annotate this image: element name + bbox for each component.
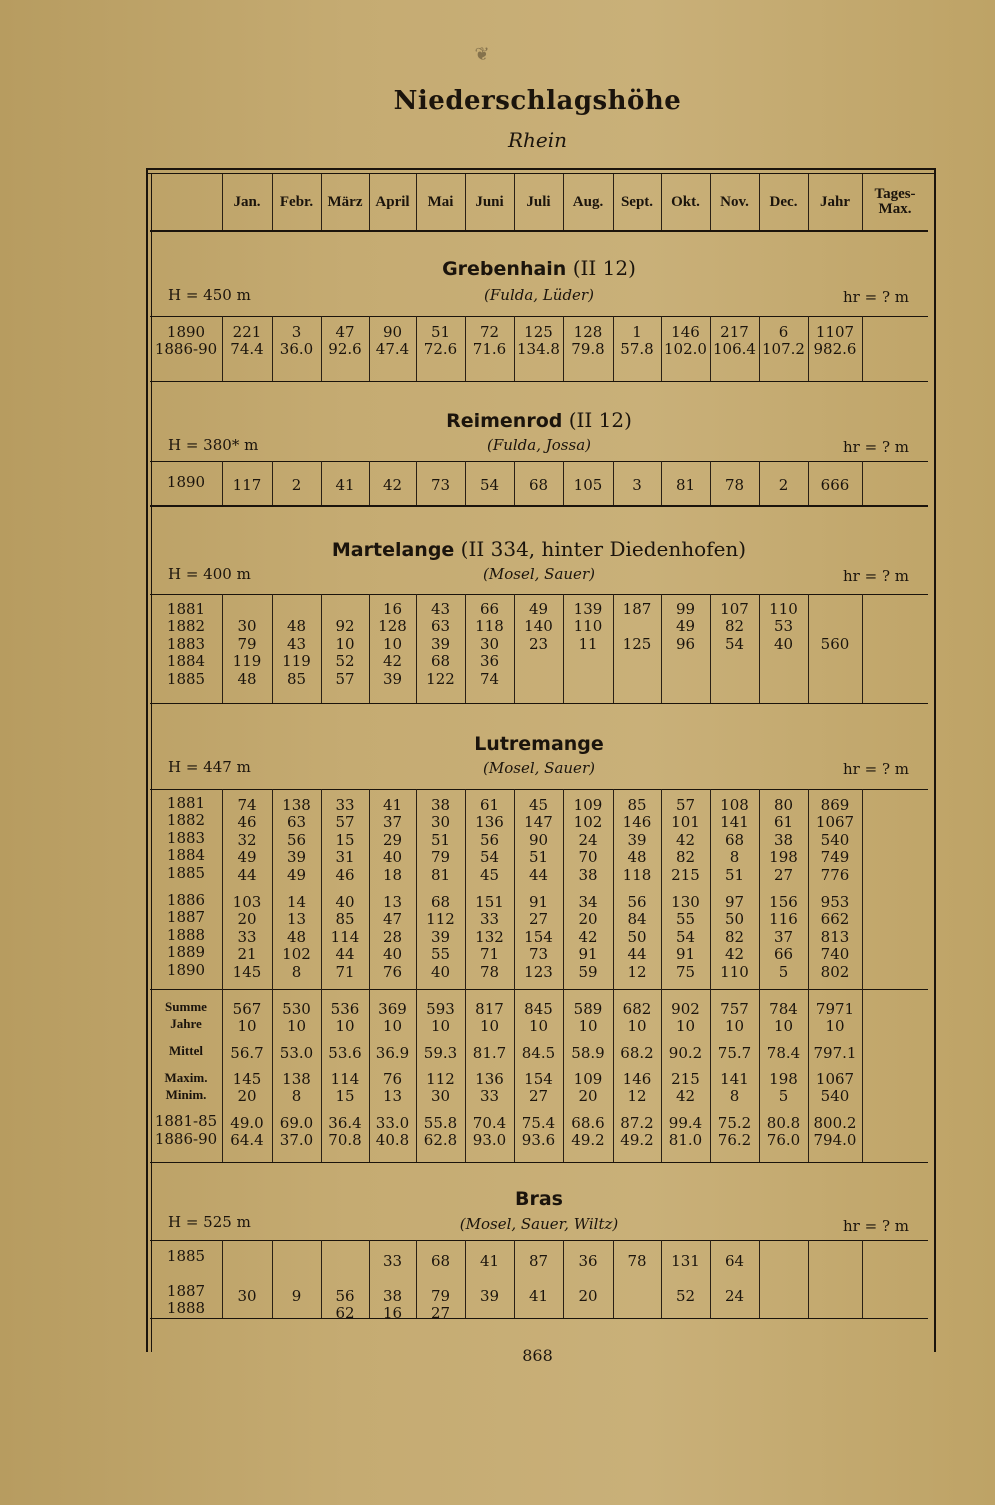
- table-cell: 953 662 813 740 802: [820, 893, 850, 981]
- table-cell: 68.6 49.2: [571, 1114, 605, 1150]
- column-rule: [710, 789, 711, 1162]
- table-cell: 117: [232, 476, 262, 494]
- column-rule: [862, 1240, 863, 1318]
- table-cell: 138 63 56 39 49: [282, 796, 311, 884]
- column-rule: [514, 174, 515, 230]
- column-rule: [321, 594, 322, 703]
- column-rule: [465, 1240, 466, 1318]
- column-rule: [563, 174, 564, 230]
- column-header: Nov.: [720, 193, 749, 210]
- column-rule: [222, 594, 223, 703]
- table-cell: 87.2 49.2: [620, 1114, 654, 1150]
- table-cell: 108 141 68 8 51: [720, 796, 749, 884]
- column-rule: [222, 174, 223, 230]
- table-cell: 36 20: [578, 1252, 598, 1305]
- column-rule: [563, 461, 564, 505]
- station-height-lutremange: H = 447 m: [168, 758, 251, 776]
- table-cell: 36.9: [375, 1044, 410, 1062]
- table-cell: 128 79.8: [571, 323, 605, 359]
- table-cell: 75.7: [717, 1044, 752, 1062]
- table-cell: 80.8 76.0: [766, 1114, 801, 1150]
- table-cell: 69.0 37.0: [279, 1114, 314, 1150]
- column-rule: [369, 174, 370, 230]
- column-rule: [759, 594, 760, 703]
- station-hr-grebenhain: hr = ? m: [843, 288, 909, 306]
- column-rule: [759, 174, 760, 230]
- column-header: Aug.: [572, 193, 604, 210]
- table-cell: 33.0 40.8: [375, 1114, 410, 1150]
- column-header: Okt.: [671, 193, 700, 210]
- column-rule: [514, 789, 515, 1162]
- table-cell: 156 116 37 66 5: [769, 893, 798, 981]
- column-rule: [416, 316, 417, 381]
- table-cell: 91 27 154 73 123: [524, 893, 553, 981]
- station-title-grebenhain: Grebenhain (II 12): [442, 256, 636, 280]
- table-cell: 109 20: [573, 1070, 603, 1106]
- column-rule: [272, 316, 273, 381]
- table-cell: 217 106.4: [713, 323, 756, 359]
- station-title-lutremange: Lutremange: [474, 733, 604, 755]
- column-rule: [808, 316, 809, 381]
- column-rule: [369, 789, 370, 1162]
- column-header: Jan.: [233, 193, 261, 210]
- column-rule: [759, 789, 760, 1162]
- table-cell: 109 102 24 70 38: [573, 796, 603, 884]
- table-rule: [150, 316, 928, 317]
- table-cell: 221 74.4: [230, 323, 264, 359]
- table-cell: 74 46 32 49 44: [237, 796, 257, 884]
- table-cell: 1107 982.6: [813, 323, 857, 359]
- column-rule: [661, 461, 662, 505]
- table-rule: [150, 1240, 928, 1241]
- column-header: Dec.: [769, 193, 798, 210]
- station-title-martelange: Martelange (II 334, hinter Diedenhofen): [331, 537, 747, 561]
- column-rule: [862, 789, 863, 1162]
- column-rule: [416, 174, 417, 230]
- column-rule: [759, 461, 760, 505]
- table-cell: 198 5: [769, 1070, 798, 1106]
- table-cell: 33 57 15 31 46: [335, 796, 355, 884]
- table-cell: 131 52: [671, 1252, 700, 1305]
- table-cell: 78: [724, 476, 745, 494]
- table-cell: 49 140 23: [524, 600, 553, 653]
- table-cell: 536 10: [330, 1000, 360, 1036]
- table-cell: 81.7: [472, 1044, 507, 1062]
- column-rule: [321, 316, 322, 381]
- table-cell: 146 12: [622, 1070, 652, 1106]
- table-cell: 845 10: [524, 1000, 553, 1036]
- table-cell: 757 10: [720, 1000, 749, 1036]
- column-rule: [710, 1240, 711, 1318]
- table-cell: 187 125: [622, 600, 652, 653]
- year-labels-martelange: 1881 1882 1883 1884 1885: [166, 600, 206, 688]
- station-basin-bras: (Mosel, Sauer, Wiltz): [459, 1215, 619, 1233]
- table-cell: 59.3: [423, 1044, 458, 1062]
- table-cell: 64 24: [724, 1252, 745, 1305]
- table-cell: 56 62: [335, 1286, 355, 1323]
- table-cell: 81: [675, 476, 696, 494]
- table-cell: 41 39: [479, 1252, 500, 1305]
- column-header: März: [327, 193, 363, 210]
- table-cell: 30: [237, 1286, 257, 1305]
- column-rule: [613, 594, 614, 703]
- column-rule: [369, 316, 370, 381]
- table-cell: 54: [479, 476, 500, 494]
- column-rule: [416, 461, 417, 505]
- table-cell: 92 10 52 57: [335, 617, 355, 688]
- table-cell: 73: [430, 476, 451, 494]
- station-height-martelange: H = 400 m: [168, 565, 251, 583]
- table-cell: 41: [335, 476, 355, 494]
- column-rule: [808, 1240, 809, 1318]
- column-rule: [369, 461, 370, 505]
- year-labels-bras: 1885 1887 1888: [166, 1247, 206, 1318]
- column-rule: [416, 594, 417, 703]
- table-cell: 68 112 39 55 40: [426, 893, 455, 981]
- table-cell: 16 128 10 42 39: [378, 600, 407, 688]
- column-header: Tages- Max.: [874, 186, 916, 217]
- table-cell: 42: [382, 476, 403, 494]
- table-cell: 593 10: [426, 1000, 455, 1036]
- column-rule: [862, 174, 863, 230]
- table-cell: 154 27: [524, 1070, 553, 1106]
- table-cell: 114 15: [330, 1070, 360, 1106]
- table-cell: 78.4: [766, 1044, 801, 1062]
- table-cell: 215 42: [671, 1070, 700, 1106]
- station-hr-bras: hr = ? m: [843, 1217, 909, 1235]
- column-rule: [321, 789, 322, 1162]
- table-cell: 99.4 81.0: [668, 1114, 703, 1150]
- column-rule: [613, 1240, 614, 1318]
- table-cell: 53.6: [328, 1044, 362, 1062]
- table-cell: 78: [627, 1252, 647, 1270]
- column-rule: [563, 594, 564, 703]
- column-rule: [514, 461, 515, 505]
- table-cell: 112 30: [426, 1070, 455, 1106]
- table-cell: 145 20: [232, 1070, 262, 1106]
- column-rule: [222, 316, 223, 381]
- table-cell: 136 33: [475, 1070, 504, 1106]
- summary-label-maxmin: Maxim. Minim.: [164, 1070, 208, 1102]
- table-cell: 682 10: [622, 1000, 652, 1036]
- table-cell: 130 55 54 91 75: [671, 893, 700, 981]
- table-cell: 99 49 96: [675, 600, 696, 653]
- table-cell: 139 110 11: [573, 600, 603, 653]
- table-cell: 30 79 119 48: [232, 617, 262, 688]
- table-cell: 75.4 93.6: [521, 1114, 556, 1150]
- column-rule: [369, 1240, 370, 1318]
- column-rule: [465, 461, 466, 505]
- column-rule: [759, 316, 760, 381]
- column-header: Mai: [427, 193, 454, 210]
- table-cell: 97 50 82 42 110: [720, 893, 749, 981]
- table-cell: 589 10: [573, 1000, 603, 1036]
- station-height-reimenrod: H = 380* m: [168, 436, 259, 454]
- column-rule: [514, 594, 515, 703]
- table-cell: 61 136 56 54 45: [475, 796, 504, 884]
- column-header: Juli: [526, 193, 551, 210]
- table-cell: 51 72.6: [423, 323, 458, 359]
- table-rule: [150, 230, 928, 232]
- table-cell: 7971 10: [815, 1000, 855, 1036]
- station-hr-martelange: hr = ? m: [843, 567, 909, 585]
- table-cell: 138 8: [282, 1070, 311, 1106]
- column-rule: [369, 594, 370, 703]
- table-cell: 41 37 29 40 18: [382, 796, 403, 884]
- station-hr-reimenrod: hr = ? m: [843, 438, 909, 456]
- table-cell: 76 13: [382, 1070, 403, 1106]
- column-header: Juni: [475, 193, 504, 210]
- column-rule: [710, 316, 711, 381]
- column-rule: [222, 789, 223, 1162]
- table-cell: 530 10: [282, 1000, 311, 1036]
- table-cell: 68.2: [620, 1044, 654, 1062]
- table-cell: 55.8 62.8: [423, 1114, 458, 1150]
- table-cell: 85 146 39 48 118: [622, 796, 652, 884]
- column-rule: [272, 789, 273, 1162]
- table-cell: 48 43 119 85: [282, 617, 311, 688]
- year-labels-lutremange-b: 1886 1887 1888 1889 1890: [166, 891, 206, 979]
- ornament-icon: ❦: [474, 44, 490, 65]
- table-cell: 3 36.0: [279, 323, 314, 359]
- table-cell: 14 13 48 102 8: [282, 893, 311, 981]
- table-rule: [150, 594, 928, 595]
- table-cell: 105: [573, 476, 603, 494]
- column-rule: [272, 1240, 273, 1318]
- station-basin-martelange: (Mosel, Sauer): [483, 565, 595, 583]
- column-rule: [808, 594, 809, 703]
- table-rule: [150, 989, 928, 990]
- table-rule: [150, 461, 928, 462]
- page-number: 868: [522, 1346, 553, 1365]
- column-rule: [465, 594, 466, 703]
- year-labels-lutremange-a: 1881 1882 1883 1884 1885: [166, 794, 206, 882]
- column-rule: [321, 461, 322, 505]
- column-rule: [465, 789, 466, 1162]
- table-cell: 2: [291, 476, 302, 494]
- table-cell: 68: [528, 476, 549, 494]
- column-rule: [272, 594, 273, 703]
- column-rule: [759, 1240, 760, 1318]
- table-cell: 49.0 64.4: [230, 1114, 264, 1150]
- year-labels-reimenrod: 1890: [166, 473, 206, 491]
- table-cell: 103 20 33 21 145: [232, 893, 262, 981]
- column-rule: [613, 316, 614, 381]
- table-cell: 90.2: [668, 1044, 703, 1062]
- table-cell: 817 10: [475, 1000, 504, 1036]
- table-cell: 56 84 50 44 12: [627, 893, 647, 981]
- table-rule: [150, 1162, 928, 1163]
- column-rule: [710, 594, 711, 703]
- column-rule: [222, 1240, 223, 1318]
- table-cell: 666: [820, 476, 850, 494]
- table-cell: 902 10: [671, 1000, 700, 1036]
- table-cell: 869 1067 540 749 776: [815, 796, 855, 884]
- year-labels-grebenhain: 1890 1886-90: [154, 323, 218, 359]
- table-cell: 90 47.4: [375, 323, 410, 359]
- column-rule: [661, 316, 662, 381]
- summary-label-mittel: Mittel: [169, 1043, 203, 1058]
- column-rule: [661, 1240, 662, 1318]
- column-rule: [321, 1240, 322, 1318]
- column-rule: [808, 461, 809, 505]
- table-rule: [150, 703, 928, 704]
- table-cell: 34 20 42 91 59: [578, 893, 598, 981]
- table-cell: 369 10: [378, 1000, 407, 1036]
- column-rule: [272, 174, 273, 230]
- column-rule: [563, 1240, 564, 1318]
- station-title-bras: Bras: [515, 1188, 563, 1210]
- column-rule: [563, 316, 564, 381]
- station-hr-lutremange: hr = ? m: [843, 760, 909, 778]
- table-cell: 84.5: [521, 1044, 556, 1062]
- table-cell: 784 10: [769, 1000, 798, 1036]
- column-rule: [862, 461, 863, 505]
- column-rule: [710, 174, 711, 230]
- table-cell: 66 118 30 36 74: [475, 600, 504, 688]
- table-cell: 80 61 38 198 27: [769, 796, 798, 884]
- table-rule: [150, 789, 928, 790]
- station-basin-grebenhain: (Fulda, Lüder): [484, 286, 594, 304]
- column-rule: [613, 461, 614, 505]
- table-cell: 110 53 40: [769, 600, 798, 653]
- column-rule: [514, 316, 515, 381]
- column-rule: [710, 461, 711, 505]
- station-height-grebenhain: H = 450 m: [168, 286, 251, 304]
- table-cell: 125 134.8: [517, 323, 560, 359]
- station-height-bras: H = 525 m: [168, 1213, 251, 1231]
- table-cell: 6 107.2: [762, 323, 805, 359]
- table-cell: 146 102.0: [664, 323, 707, 359]
- column-rule: [465, 316, 466, 381]
- summary-label-sum: Summe Jahre: [165, 999, 207, 1031]
- table-cell: 36.4 70.8: [328, 1114, 362, 1150]
- column-rule: [613, 789, 614, 1162]
- table-cell: 3: [632, 476, 642, 494]
- column-rule: [862, 594, 863, 703]
- table-cell: 2: [778, 476, 789, 494]
- column-rule: [563, 789, 564, 1162]
- column-rule: [416, 789, 417, 1162]
- table-rule: [150, 505, 928, 507]
- station-basin-lutremange: (Mosel, Sauer): [483, 759, 595, 777]
- table-cell: 68 79 27: [430, 1252, 451, 1323]
- column-header: Sept.: [620, 193, 654, 210]
- table-cell: 33 38 16: [382, 1252, 403, 1323]
- table-cell: 72 71.6: [472, 323, 507, 359]
- column-rule: [321, 174, 322, 230]
- table-cell: 800.2 794.0: [813, 1114, 857, 1150]
- column-header: April: [375, 193, 410, 210]
- column-rule: [613, 174, 614, 230]
- column-rule: [514, 1240, 515, 1318]
- page-subtitle: Rhein: [507, 128, 568, 152]
- table-cell: 45 147 90 51 44: [524, 796, 553, 884]
- table-cell: 47 92.6: [328, 323, 362, 359]
- table-cell: 560: [820, 634, 850, 653]
- table-cell: 13 47 28 40 76: [382, 893, 403, 981]
- table-cell: 43 63 39 68 122: [426, 600, 455, 688]
- summary-label-periods: 1881-85 1886-90: [154, 1112, 218, 1148]
- table-cell: 1 57.8: [620, 323, 654, 359]
- table-cell: 567 10: [232, 1000, 262, 1036]
- page-title: Niederschlagshöhe: [393, 86, 682, 116]
- column-header: Febr.: [279, 193, 314, 210]
- table-cell: 141 8: [720, 1070, 749, 1106]
- column-rule: [808, 174, 809, 230]
- column-rule: [661, 174, 662, 230]
- table-cell: 87 41: [528, 1252, 549, 1305]
- table-cell: 53.0: [279, 1044, 314, 1062]
- table-rule: [150, 381, 928, 382]
- table-cell: 797.1: [813, 1044, 857, 1062]
- column-rule: [661, 789, 662, 1162]
- station-basin-reimenrod: (Fulda, Jossa): [486, 436, 592, 454]
- column-rule: [465, 174, 466, 230]
- table-cell: 70.4 93.0: [472, 1114, 507, 1150]
- table-cell: 75.2 76.2: [717, 1114, 752, 1150]
- column-rule: [862, 316, 863, 381]
- column-rule: [808, 789, 809, 1162]
- table-cell: 40 85 114 44 71: [330, 893, 360, 981]
- table-rule: [150, 1318, 928, 1319]
- column-header: Jahr: [820, 193, 850, 210]
- column-rule: [416, 1240, 417, 1318]
- table-cell: 1067 540: [815, 1070, 855, 1106]
- column-rule: [222, 461, 223, 505]
- station-title-reimenrod: Reimenrod (II 12): [446, 408, 632, 432]
- column-rule: [272, 461, 273, 505]
- table-cell: 56.7: [230, 1044, 264, 1062]
- table-cell: 58.9: [571, 1044, 605, 1062]
- column-rule: [661, 594, 662, 703]
- table-cell: 107 82 54: [720, 600, 749, 653]
- table-cell: 151 33 132 71 78: [475, 893, 504, 981]
- table-cell: 57 101 42 82 215: [671, 796, 700, 884]
- table-cell: 9: [291, 1286, 302, 1305]
- table-cell: 38 30 51 79 81: [430, 796, 451, 884]
